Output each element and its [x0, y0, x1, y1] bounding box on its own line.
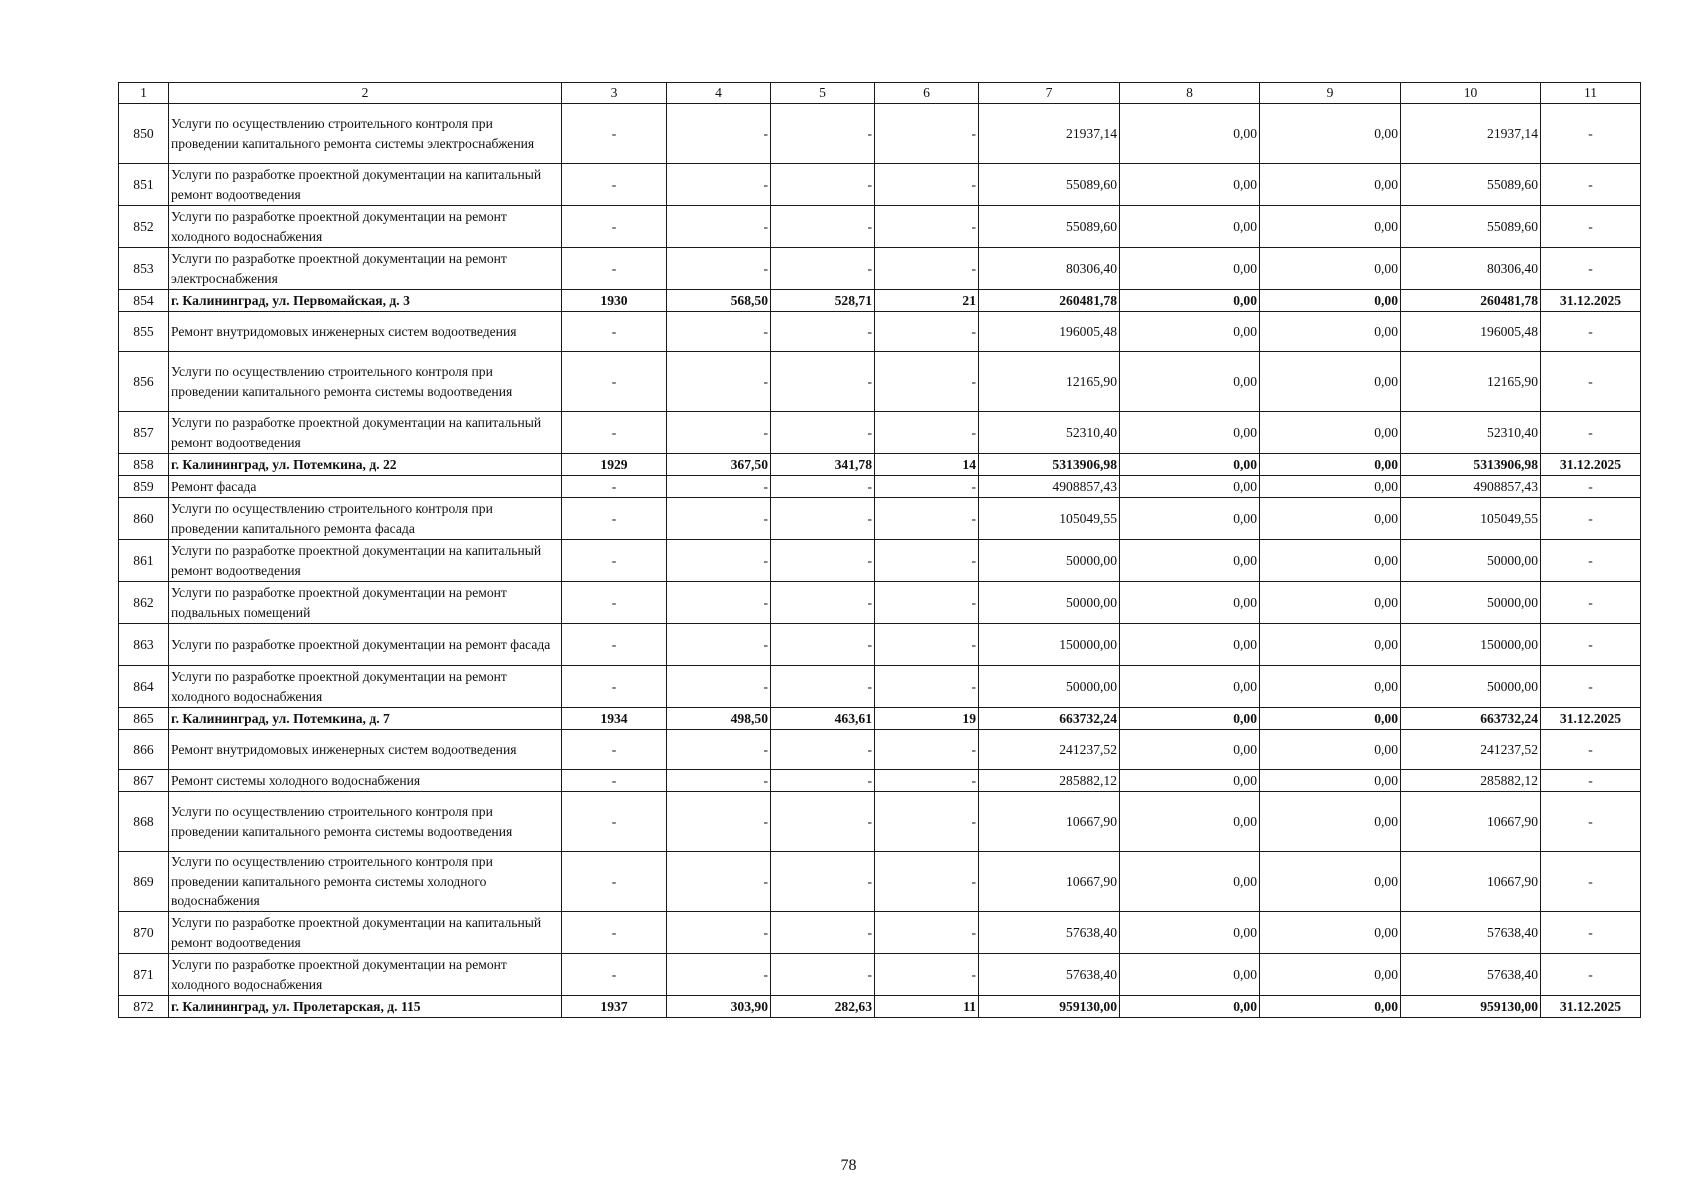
work-description: Ремонт внутридомовых инженерных систем водоотведения	[169, 730, 562, 770]
work-description: Услуги по разработке проектной документации на капитальный ремонт водоотведения	[169, 412, 562, 454]
total-area: -	[667, 582, 771, 624]
year-built: -	[562, 770, 667, 792]
column-number: 4	[667, 83, 771, 104]
owner-funds: 663732,24	[1401, 708, 1541, 730]
row-number: 858	[119, 454, 169, 476]
owner-funds: 12165,90	[1401, 352, 1541, 412]
total-cost: 50000,00	[979, 582, 1120, 624]
row-number: 872	[119, 996, 169, 1018]
work-description: г. Калининград, ул. Потемкина, д. 22	[169, 454, 562, 476]
row-number: 857	[119, 412, 169, 454]
owner-funds: 241237,52	[1401, 730, 1541, 770]
row-number: 852	[119, 206, 169, 248]
work-row	[119, 912, 1641, 954]
row-number: 853	[119, 248, 169, 290]
residents-count: -	[875, 412, 979, 454]
residential-area: -	[771, 104, 875, 164]
total-cost: 959130,00	[979, 996, 1120, 1018]
owner-funds: 50000,00	[1401, 582, 1541, 624]
year-built: -	[562, 104, 667, 164]
regional-funds: 0,00	[1260, 290, 1401, 312]
owner-funds: 50000,00	[1401, 666, 1541, 708]
residents-count: -	[875, 666, 979, 708]
year-built: -	[562, 666, 667, 708]
year-built: 1937	[562, 996, 667, 1018]
work-description: Услуги по разработке проектной документации на капитальный ремонт водоотведения	[169, 540, 562, 582]
row-number: 865	[119, 708, 169, 730]
work-description: г. Калининград, ул. Первомайская, д. 3	[169, 290, 562, 312]
address-row	[119, 454, 1641, 476]
regional-funds: 0,00	[1260, 352, 1401, 412]
residential-area: -	[771, 352, 875, 412]
federal-funds: 0,00	[1120, 582, 1260, 624]
residents-count: -	[875, 792, 979, 852]
row-number: 860	[119, 498, 169, 540]
federal-funds: 0,00	[1120, 412, 1260, 454]
work-row	[119, 730, 1641, 770]
address-row	[119, 290, 1641, 312]
residential-area: -	[771, 164, 875, 206]
row-number: 866	[119, 730, 169, 770]
repair-program-table	[118, 82, 1641, 1018]
work-description: Услуги по разработке проектной документации на ремонт электроснабжения	[169, 248, 562, 290]
completion-date: -	[1541, 540, 1641, 582]
federal-funds: 0,00	[1120, 954, 1260, 996]
page-number: 78	[840, 1157, 857, 1174]
residents-count: 14	[875, 454, 979, 476]
completion-date: 31.12.2025	[1541, 708, 1641, 730]
regional-funds: 0,00	[1260, 730, 1401, 770]
owner-funds: 57638,40	[1401, 912, 1541, 954]
row-number: 870	[119, 912, 169, 954]
column-number: 6	[875, 83, 979, 104]
residential-area: -	[771, 792, 875, 852]
total-area: -	[667, 248, 771, 290]
year-built: -	[562, 624, 667, 666]
year-built: 1934	[562, 708, 667, 730]
residential-area: -	[771, 582, 875, 624]
column-number: 5	[771, 83, 875, 104]
completion-date: -	[1541, 582, 1641, 624]
regional-funds: 0,00	[1260, 164, 1401, 206]
column-number: 10	[1401, 83, 1541, 104]
work-row	[119, 624, 1641, 666]
residents-count: -	[875, 476, 979, 498]
residential-area: 463,61	[771, 708, 875, 730]
regional-funds: 0,00	[1260, 312, 1401, 352]
column-number: 7	[979, 83, 1120, 104]
regional-funds: 0,00	[1260, 954, 1401, 996]
row-number: 861	[119, 540, 169, 582]
year-built: -	[562, 476, 667, 498]
column-number: 8	[1120, 83, 1260, 104]
total-cost: 105049,55	[979, 498, 1120, 540]
address-row	[119, 996, 1641, 1018]
row-number: 850	[119, 104, 169, 164]
total-cost: 663732,24	[979, 708, 1120, 730]
residential-area: -	[771, 412, 875, 454]
work-description: Ремонт внутридомовых инженерных систем водоотведения	[169, 312, 562, 352]
work-description: Услуги по разработке проектной документации на ремонт холодного водоснабжения	[169, 666, 562, 708]
federal-funds: 0,00	[1120, 454, 1260, 476]
year-built: -	[562, 206, 667, 248]
total-area: -	[667, 954, 771, 996]
work-description: г. Калининград, ул. Пролетарская, д. 115	[169, 996, 562, 1018]
column-number: 9	[1260, 83, 1401, 104]
total-cost: 241237,52	[979, 730, 1120, 770]
total-cost: 50000,00	[979, 666, 1120, 708]
residents-count: -	[875, 954, 979, 996]
federal-funds: 0,00	[1120, 852, 1260, 912]
completion-date: -	[1541, 104, 1641, 164]
federal-funds: 0,00	[1120, 912, 1260, 954]
residents-count: -	[875, 498, 979, 540]
federal-funds: 0,00	[1120, 290, 1260, 312]
work-row	[119, 206, 1641, 248]
residents-count: -	[875, 206, 979, 248]
completion-date: -	[1541, 792, 1641, 852]
column-number: 11	[1541, 83, 1641, 104]
column-number: 2	[169, 83, 562, 104]
row-number: 855	[119, 312, 169, 352]
work-description: Услуги по осуществлению строительного контроля при проведении капитального ремонта системы холодного водоснабжения	[169, 852, 562, 912]
total-area: -	[667, 666, 771, 708]
federal-funds: 0,00	[1120, 792, 1260, 852]
work-row	[119, 770, 1641, 792]
federal-funds: 0,00	[1120, 730, 1260, 770]
owner-funds: 80306,40	[1401, 248, 1541, 290]
total-area: -	[667, 164, 771, 206]
owner-funds: 10667,90	[1401, 792, 1541, 852]
total-cost: 260481,78	[979, 290, 1120, 312]
residents-count: -	[875, 164, 979, 206]
residents-count: -	[875, 730, 979, 770]
completion-date: -	[1541, 730, 1641, 770]
residential-area: -	[771, 954, 875, 996]
completion-date: -	[1541, 770, 1641, 792]
owner-funds: 10667,90	[1401, 852, 1541, 912]
total-area: -	[667, 476, 771, 498]
residential-area: 341,78	[771, 454, 875, 476]
residential-area: -	[771, 206, 875, 248]
year-built: -	[562, 582, 667, 624]
work-description: Услуги по разработке проектной документации на капитальный ремонт водоотведения	[169, 164, 562, 206]
total-area: -	[667, 206, 771, 248]
residents-count: -	[875, 352, 979, 412]
work-description: Услуги по осуществлению строительного контроля при проведении капитального ремонта системы электроснабжения	[169, 104, 562, 164]
residents-count: -	[875, 312, 979, 352]
residential-area: -	[771, 312, 875, 352]
total-cost: 4908857,43	[979, 476, 1120, 498]
federal-funds: 0,00	[1120, 104, 1260, 164]
total-cost: 52310,40	[979, 412, 1120, 454]
total-cost: 12165,90	[979, 352, 1120, 412]
completion-date: -	[1541, 852, 1641, 912]
residential-area: 528,71	[771, 290, 875, 312]
column-number: 1	[119, 83, 169, 104]
owner-funds: 959130,00	[1401, 996, 1541, 1018]
year-built: -	[562, 248, 667, 290]
total-area: 568,50	[667, 290, 771, 312]
owner-funds: 57638,40	[1401, 954, 1541, 996]
work-row	[119, 412, 1641, 454]
residents-count: -	[875, 770, 979, 792]
year-built: 1930	[562, 290, 667, 312]
work-description: Услуги по разработке проектной документации на ремонт холодного водоснабжения	[169, 206, 562, 248]
federal-funds: 0,00	[1120, 770, 1260, 792]
residents-count: 19	[875, 708, 979, 730]
year-built: -	[562, 852, 667, 912]
total-area: -	[667, 104, 771, 164]
completion-date: -	[1541, 312, 1641, 352]
completion-date: -	[1541, 164, 1641, 206]
work-row	[119, 476, 1641, 498]
owner-funds: 285882,12	[1401, 770, 1541, 792]
work-row	[119, 540, 1641, 582]
row-number: 869	[119, 852, 169, 912]
federal-funds: 0,00	[1120, 996, 1260, 1018]
federal-funds: 0,00	[1120, 476, 1260, 498]
federal-funds: 0,00	[1120, 164, 1260, 206]
work-row	[119, 498, 1641, 540]
regional-funds: 0,00	[1260, 454, 1401, 476]
year-built: -	[562, 730, 667, 770]
regional-funds: 0,00	[1260, 104, 1401, 164]
row-number: 859	[119, 476, 169, 498]
work-description: Услуги по разработке проектной документации на ремонт фасада	[169, 624, 562, 666]
completion-date: -	[1541, 624, 1641, 666]
residents-count: 21	[875, 290, 979, 312]
owner-funds: 21937,14	[1401, 104, 1541, 164]
work-description: Услуги по разработке проектной документации на капитальный ремонт водоотведения	[169, 912, 562, 954]
work-row	[119, 792, 1641, 852]
total-cost: 57638,40	[979, 912, 1120, 954]
total-cost: 50000,00	[979, 540, 1120, 582]
total-area: -	[667, 498, 771, 540]
regional-funds: 0,00	[1260, 206, 1401, 248]
federal-funds: 0,00	[1120, 666, 1260, 708]
residents-count: -	[875, 248, 979, 290]
residential-area: -	[771, 852, 875, 912]
federal-funds: 0,00	[1120, 708, 1260, 730]
owner-funds: 52310,40	[1401, 412, 1541, 454]
regional-funds: 0,00	[1260, 852, 1401, 912]
completion-date: 31.12.2025	[1541, 454, 1641, 476]
regional-funds: 0,00	[1260, 582, 1401, 624]
completion-date: -	[1541, 248, 1641, 290]
federal-funds: 0,00	[1120, 498, 1260, 540]
work-row	[119, 954, 1641, 996]
row-number: 864	[119, 666, 169, 708]
year-built: 1929	[562, 454, 667, 476]
residential-area: -	[771, 770, 875, 792]
regional-funds: 0,00	[1260, 996, 1401, 1018]
residents-count: -	[875, 582, 979, 624]
total-area: -	[667, 352, 771, 412]
row-number: 871	[119, 954, 169, 996]
year-built: -	[562, 164, 667, 206]
work-row	[119, 248, 1641, 290]
federal-funds: 0,00	[1120, 312, 1260, 352]
completion-date: 31.12.2025	[1541, 996, 1641, 1018]
total-area: -	[667, 412, 771, 454]
regional-funds: 0,00	[1260, 770, 1401, 792]
residents-count: -	[875, 852, 979, 912]
work-description: Услуги по разработке проектной документации на ремонт подвальных помещений	[169, 582, 562, 624]
completion-date: -	[1541, 412, 1641, 454]
work-row	[119, 852, 1641, 912]
federal-funds: 0,00	[1120, 248, 1260, 290]
total-area: -	[667, 730, 771, 770]
regional-funds: 0,00	[1260, 540, 1401, 582]
regional-funds: 0,00	[1260, 476, 1401, 498]
year-built: -	[562, 954, 667, 996]
total-area: 303,90	[667, 996, 771, 1018]
regional-funds: 0,00	[1260, 248, 1401, 290]
regional-funds: 0,00	[1260, 912, 1401, 954]
total-area: -	[667, 912, 771, 954]
work-description: Ремонт системы холодного водоснабжения	[169, 770, 562, 792]
regional-funds: 0,00	[1260, 498, 1401, 540]
completion-date: -	[1541, 476, 1641, 498]
completion-date: -	[1541, 206, 1641, 248]
owner-funds: 5313906,98	[1401, 454, 1541, 476]
work-description: Услуги по осуществлению строительного контроля при проведении капитального ремонта системы водоотведения	[169, 792, 562, 852]
total-area: -	[667, 852, 771, 912]
residential-area: -	[771, 540, 875, 582]
row-number: 863	[119, 624, 169, 666]
row-number: 854	[119, 290, 169, 312]
total-area: -	[667, 540, 771, 582]
work-row	[119, 666, 1641, 708]
residential-area: -	[771, 248, 875, 290]
federal-funds: 0,00	[1120, 624, 1260, 666]
regional-funds: 0,00	[1260, 708, 1401, 730]
owner-funds: 196005,48	[1401, 312, 1541, 352]
total-area: -	[667, 770, 771, 792]
total-cost: 5313906,98	[979, 454, 1120, 476]
total-cost: 10667,90	[979, 792, 1120, 852]
year-built: -	[562, 352, 667, 412]
total-cost: 285882,12	[979, 770, 1120, 792]
total-cost: 196005,48	[979, 312, 1120, 352]
total-area: 367,50	[667, 454, 771, 476]
completion-date: -	[1541, 912, 1641, 954]
residential-area: 282,63	[771, 996, 875, 1018]
regional-funds: 0,00	[1260, 666, 1401, 708]
year-built: -	[562, 412, 667, 454]
row-number: 856	[119, 352, 169, 412]
residential-area: -	[771, 912, 875, 954]
residential-area: -	[771, 498, 875, 540]
completion-date: 31.12.2025	[1541, 290, 1641, 312]
year-built: -	[562, 540, 667, 582]
address-row	[119, 708, 1641, 730]
work-row	[119, 312, 1641, 352]
owner-funds: 55089,60	[1401, 206, 1541, 248]
completion-date: -	[1541, 498, 1641, 540]
completion-date: -	[1541, 352, 1641, 412]
work-row	[119, 582, 1641, 624]
residential-area: -	[771, 476, 875, 498]
residents-count: 11	[875, 996, 979, 1018]
total-area: -	[667, 624, 771, 666]
residential-area: -	[771, 624, 875, 666]
year-built: -	[562, 312, 667, 352]
work-row	[119, 164, 1641, 206]
work-description: Услуги по разработке проектной документации на ремонт холодного водоснабжения	[169, 954, 562, 996]
work-row	[119, 104, 1641, 164]
residents-count: -	[875, 104, 979, 164]
work-row	[119, 352, 1641, 412]
completion-date: -	[1541, 666, 1641, 708]
column-number: 3	[562, 83, 667, 104]
total-cost: 57638,40	[979, 954, 1120, 996]
federal-funds: 0,00	[1120, 206, 1260, 248]
row-number: 851	[119, 164, 169, 206]
year-built: -	[562, 912, 667, 954]
owner-funds: 4908857,43	[1401, 476, 1541, 498]
row-number: 862	[119, 582, 169, 624]
total-area: 498,50	[667, 708, 771, 730]
residents-count: -	[875, 624, 979, 666]
total-cost: 80306,40	[979, 248, 1120, 290]
owner-funds: 105049,55	[1401, 498, 1541, 540]
total-cost: 150000,00	[979, 624, 1120, 666]
regional-funds: 0,00	[1260, 624, 1401, 666]
completion-date: -	[1541, 954, 1641, 996]
regional-funds: 0,00	[1260, 792, 1401, 852]
work-description: Услуги по осуществлению строительного контроля при проведении капитального ремонта фасада	[169, 498, 562, 540]
year-built: -	[562, 498, 667, 540]
total-area: -	[667, 312, 771, 352]
owner-funds: 150000,00	[1401, 624, 1541, 666]
residents-count: -	[875, 912, 979, 954]
total-cost: 21937,14	[979, 104, 1120, 164]
total-area: -	[667, 792, 771, 852]
year-built: -	[562, 792, 667, 852]
total-cost: 55089,60	[979, 206, 1120, 248]
owner-funds: 260481,78	[1401, 290, 1541, 312]
column-number-row	[119, 83, 1641, 104]
total-cost: 55089,60	[979, 164, 1120, 206]
work-description: г. Калининград, ул. Потемкина, д. 7	[169, 708, 562, 730]
federal-funds: 0,00	[1120, 352, 1260, 412]
federal-funds: 0,00	[1120, 540, 1260, 582]
work-description: Ремонт фасада	[169, 476, 562, 498]
owner-funds: 50000,00	[1401, 540, 1541, 582]
regional-funds: 0,00	[1260, 412, 1401, 454]
row-number: 867	[119, 770, 169, 792]
row-number: 868	[119, 792, 169, 852]
work-description: Услуги по осуществлению строительного контроля при проведении капитального ремонта системы водоотведения	[169, 352, 562, 412]
total-cost: 10667,90	[979, 852, 1120, 912]
owner-funds: 55089,60	[1401, 164, 1541, 206]
residents-count: -	[875, 540, 979, 582]
residential-area: -	[771, 666, 875, 708]
residential-area: -	[771, 730, 875, 770]
